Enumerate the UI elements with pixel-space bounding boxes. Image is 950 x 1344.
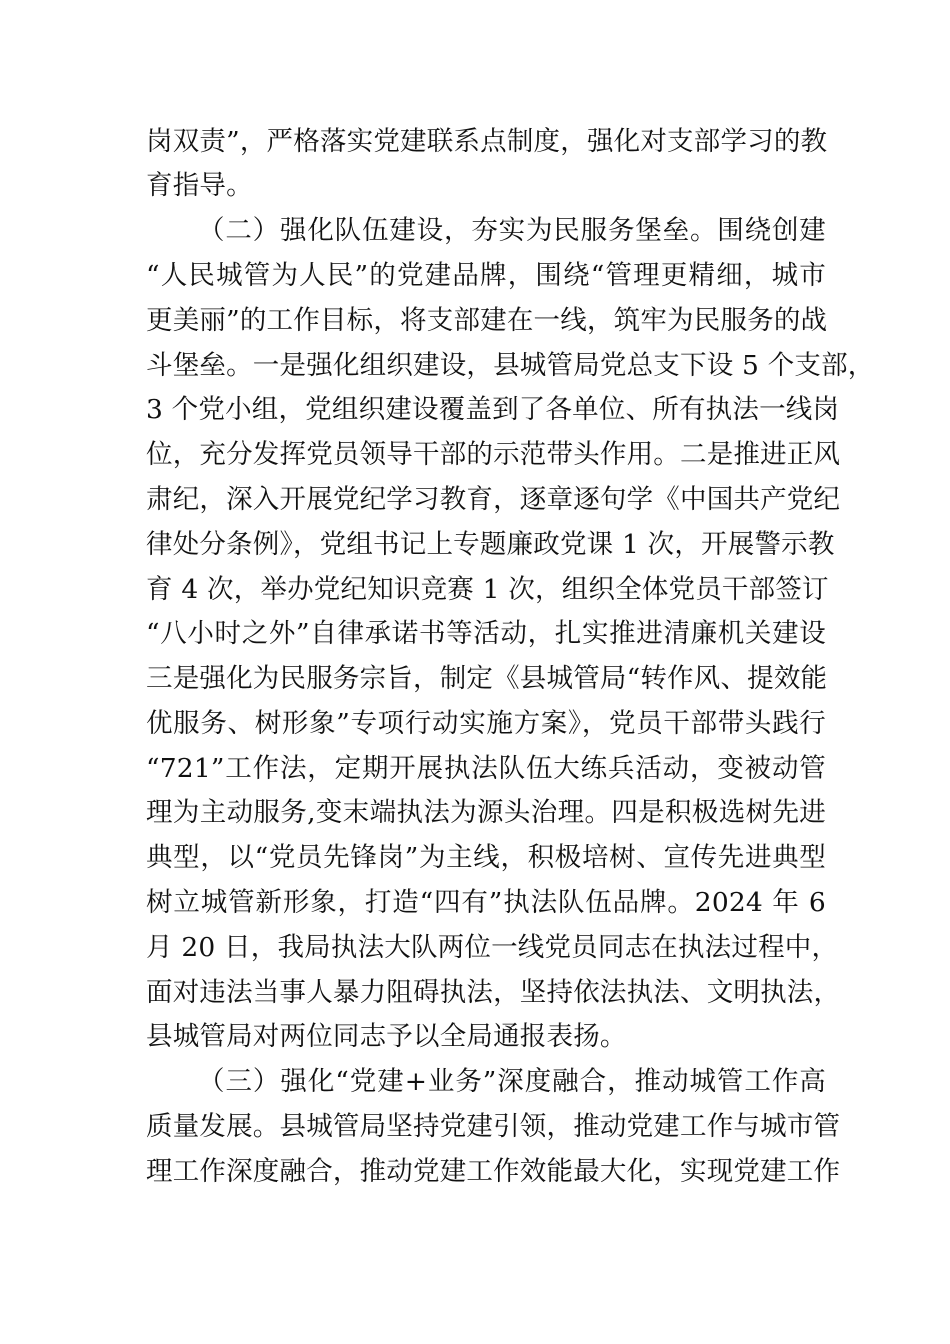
text-line: 更美丽”的工作目标，将支部建在一线，筑牢为民服务的战 <box>146 305 828 336</box>
text-line: “721”工作法，定期开展执法队伍大练兵活动，变被动管 <box>146 753 826 784</box>
text-line: 面对违法当事人暴力阻碍执法，坚持依法执法、文明执法， <box>146 977 841 1008</box>
text-line: 三是强化为民服务宗旨，制定《县城管局“转作风、提效能 <box>146 663 828 694</box>
text-line: 育 4 次，举办党纪知识竞赛 1 次，组织全体党员干部签订 <box>146 574 829 605</box>
text-line: 律处分条例》，党组书记上专题廉政党课 1 次，开展警示教 <box>146 529 835 560</box>
text-line: 3 个党小组，党组织建设覆盖到了各单位、所有执法一线岗 <box>146 394 840 425</box>
text-line: 优服务、树形象”专项行动实施方案》，党员干部带头践行 <box>146 708 826 739</box>
text-line: 位，充分发挥党员领导干部的示范带头作用。二是推进正风 <box>146 439 841 470</box>
text-line: 肃纪，深入开展党纪学习教育，逐章逐句学《中国共产党纪 <box>146 484 841 515</box>
section-heading-line: （三）强化“党建+业务”深度融合，推动城管工作高 <box>198 1066 826 1097</box>
text-line: “人民城管为人民”的党建品牌，围绕“管理更精细，城市 <box>146 260 826 291</box>
section-heading-line: （二）强化队伍建设，夯实为民服务堡垒。围绕创建 <box>198 215 826 246</box>
text-line: “八小时之外”自律承诺书等活动，扎实推进清廉机关建设 <box>146 618 826 649</box>
text-line: 理工作深度融合，推动党建工作效能最大化，实现党建工作 <box>146 1156 841 1187</box>
text-line: 育指导。 <box>146 170 253 201</box>
text-line: 斗堡垒。一是强化组织建设，县城管局党总支下设 5 个支部， <box>146 350 875 381</box>
text-line: 理为主动服务,变末端执法为源头治理。四是积极选树先进 <box>146 797 826 828</box>
text-line: 岗双责”，严格落实党建联系点制度，强化对支部学习的教 <box>146 126 828 157</box>
text-line: 月 20 日，我局执法大队两位一线党员同志在执法过程中， <box>146 932 839 963</box>
text-line: 县城管局对两位同志予以全局通报表扬。 <box>146 1021 627 1052</box>
text-line: 树立城管新形象，打造“四有”执法队伍品牌。2024 年 6 <box>146 887 826 918</box>
text-line: 典型，以“党员先锋岗”为主线，积极培树、宣传先进典型 <box>146 842 826 873</box>
text-line: 质量发展。县城管局坚持党建引领，推动党建工作与城市管 <box>146 1111 841 1142</box>
